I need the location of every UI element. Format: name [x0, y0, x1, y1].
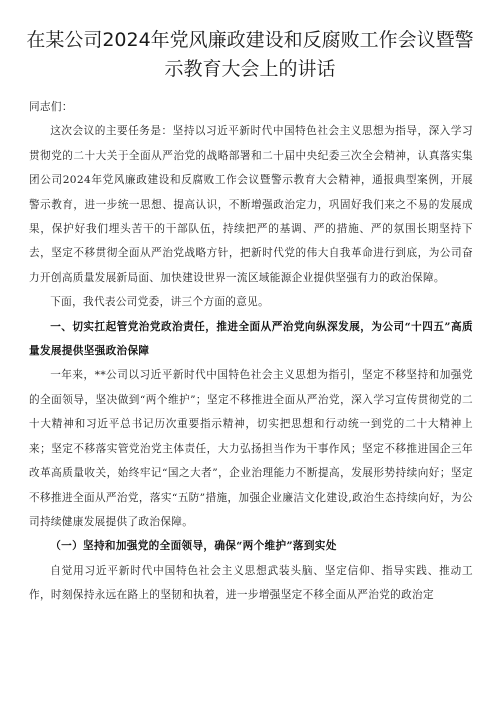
section-heading-1: 一、切实扛起管党治党政治责任，推进全面从严治党向纵深发展，为公司“十四五”高质量发展提供坚强政治保障 — [29, 320, 473, 358]
paragraph-intro: 这次会议的主要任务是：坚持以习近平新时代中国特色社会主义思想为指导，深入学习贯彻党的二十大关于全面从严治党的战略部署和二十届中央纪委三次全会精神，认真落实集团公司2024年党风廉政建设和反腐败工作会议暨警示教育大会精神，通报典型案例，开展警示教育，进一步统一思想、提高认识，不断增强政治定力，巩固好我们来之不易的发展成果，保护好我们埋头苦干的干部队伍，持续把严的基调、严的措施、严的氛围长期坚持下去，坚定不移贯彻全面从严治党战略方针，把新时代党的伟大自我革命进行到底，为公司奋力开创高质量发展新局面、加快建设世界一流区域能源企业提供坚强有力的政治保障。 — [29, 125, 473, 284]
paragraph-review: 一年来，**公司以习近平新时代中国特色社会主义思想为指引，坚定不移坚持和加强党的全面领导，坚决做到“两个维护”；坚定不移推进全面从严治党，深入学习宣传贯彻党的二十大精神和习近平总书记历次重要指示精神，切实把思想和行动统一到党的二十大精神上来；坚定不移落实管党治党主体责任，大力弘扬担当作为干事作风；坚定不移推进国企三年改革高质量收关，始终牢记“国之大者”，企业治理能力不断提高，发展形势持续向好；坚定不移推进全面从严治党，落实“五防”措施，加强企业廉洁文化建设,政治生态持续向好，为公司持续健康发展提供了政治保障。 — [29, 369, 473, 528]
subsection-heading-1: （一）坚持和加强党的全面领导，确保“两个维护”落到实处 — [50, 540, 337, 553]
paragraph-subsection: 自觉用习近平新时代中国特色社会主义思想武装头脑、坚定信仰、指导实践、推动工作，时刻保持永远在路上的坚韧和执着，进一步增强坚定不移全面从严治党的政治定 — [29, 564, 473, 602]
document-title: 在某公司2024年党风廉政建设和反腐败工作会议暨警示教育大会上的讲话 — [26, 29, 474, 80]
paragraph-outline: 下面，我代表公司党委，讲三个方面的意见。 — [50, 296, 270, 309]
document-body — [29, 95, 473, 608]
salutation: 同志们： — [29, 101, 73, 113]
